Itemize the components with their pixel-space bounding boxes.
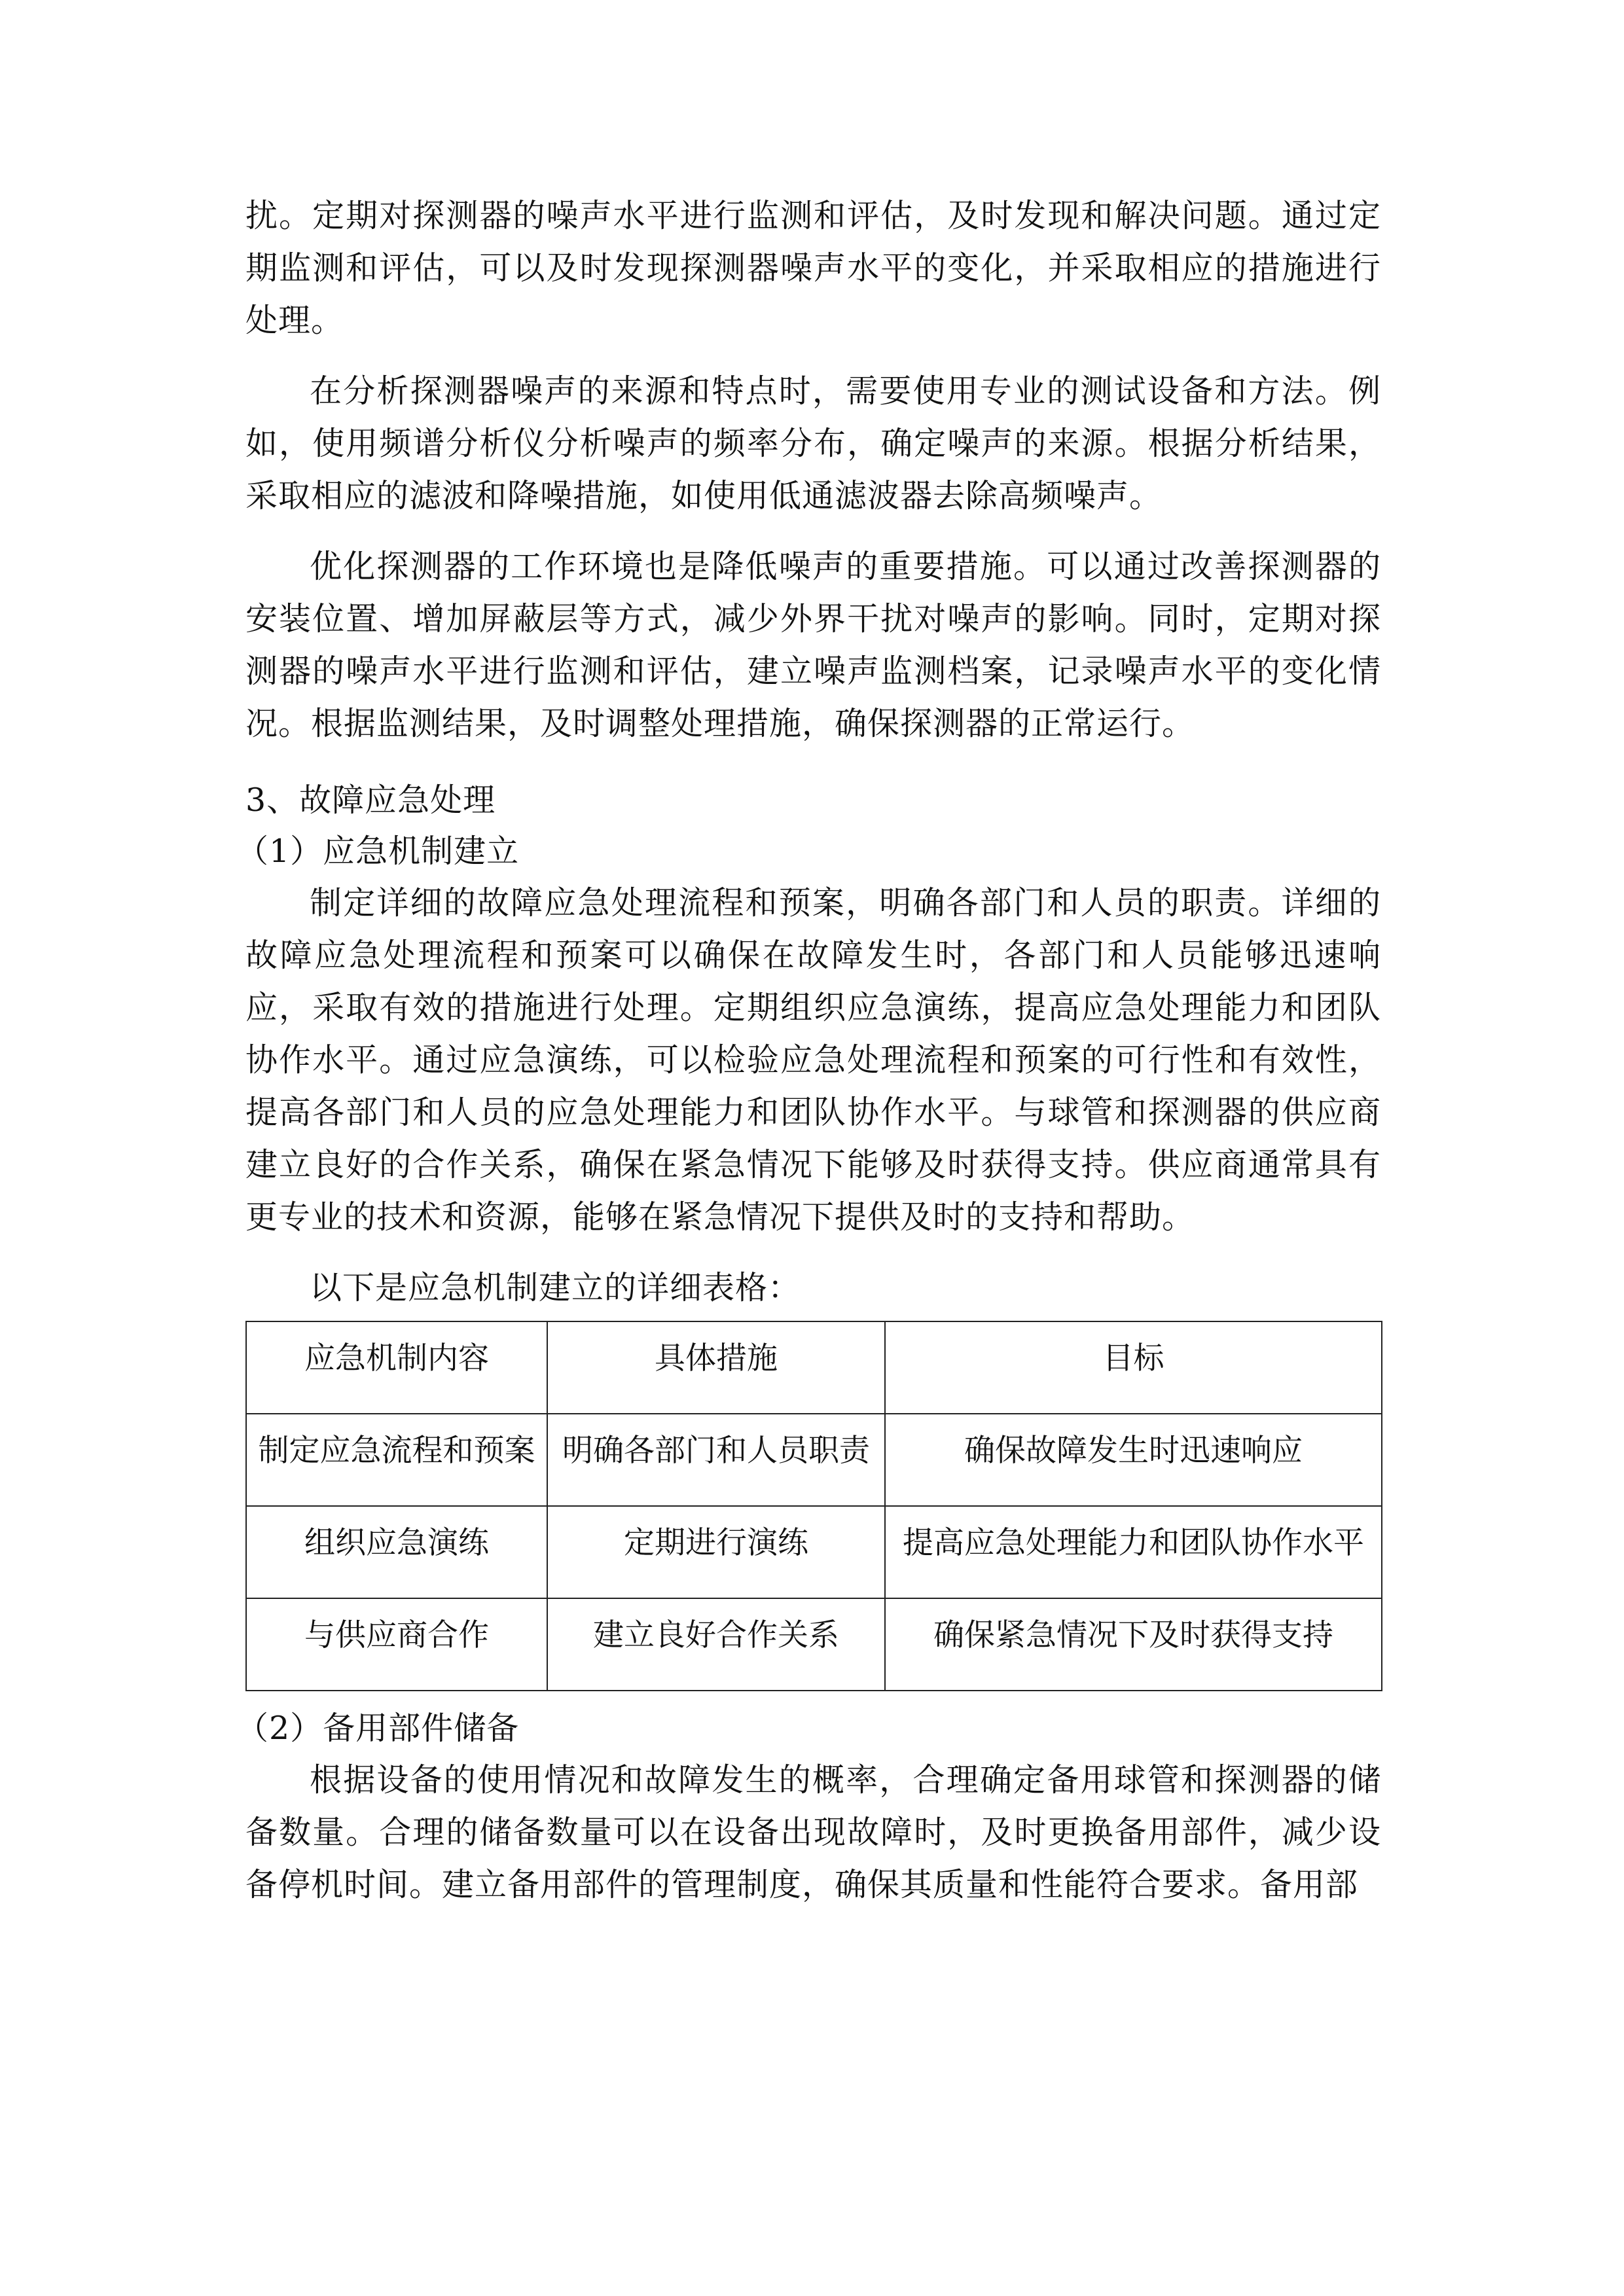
table-cell: 明确各部门和人员职责 — [547, 1414, 885, 1506]
table-cell: 定期进行演练 — [547, 1506, 885, 1598]
table-header-cell: 目标 — [885, 1321, 1382, 1414]
table-header-cell: 应急机制内容 — [246, 1321, 547, 1414]
table-cell: 制定应急流程和预案 — [246, 1414, 547, 1506]
table-cell: 建立良好合作关系 — [547, 1598, 885, 1691]
subsection-heading-spare-parts: （2）备用部件储备 — [236, 1710, 520, 1747]
table-header-row — [246, 1321, 1382, 1414]
table-cell: 确保紧急情况下及时获得支持 — [885, 1598, 1382, 1691]
section-heading-fault-emergency: 3、故障应急处理 — [245, 781, 496, 819]
table-cell: 确保故障发生时迅速响应 — [885, 1414, 1382, 1506]
table-cell: 提高应急处理能力和团队协作水平 — [885, 1506, 1382, 1598]
table-intro-text: 以下是应急机制建立的详细表格： — [310, 1269, 801, 1306]
table-cell: 组织应急演练 — [246, 1506, 547, 1598]
table-cell: 与供应商合作 — [246, 1598, 547, 1691]
paragraph-continuation: 扰。定期对探测器的噪声水平进行监测和评估，及时发现和解决问题。通过定期监测和评估，可以及时发现探测器噪声水平的变化，并采取相应的措施进行处理。 — [245, 197, 1381, 339]
paragraph-emergency-mechanism: 制定详细的故障应急处理流程和预案，明确各部门和人员的职责。详细的故障应急处理流程和预案可以确保在故障发生时，各部门和人员能够迅速响应，采取有效的措施进行处理。定期组织应急演练，提高应急处理能力和团队协作水平。通过应急演练，可以检验应急处理流程和预案的可行性和有效性，提高各部门和人员的应急处理能力和团队协作水平。与球管和探测器的供应商建立良好的合作关系，确保在紧急情况下能够及时获得支持。供应商通常具有更专业的技术和资源，能够在紧急情况下提供及时的支持和帮助。 — [245, 884, 1381, 1236]
paragraph-environment-optimization: 优化探测器的工作环境也是降低噪声的重要措施。可以通过改善探测器的安装位置、增加屏蔽层等方式，减少外界干扰对噪声的影响。同时，定期对探测器的噪声水平进行监测和评估，建立噪声监测档案，记录噪声水平的变化情况。根据监测结果，及时调整处理措施，确保探测器的正常运行。 — [245, 548, 1381, 742]
document-page — [236, 190, 1381, 1929]
table-row — [246, 1598, 1382, 1691]
table-row — [246, 1414, 1382, 1506]
paragraph-spare-parts: 根据设备的使用情况和故障发生的概率，合理确定备用球管和探测器的储备数量。合理的储备数量可以在设备出现故障时，及时更换备用部件，减少设备停机时间。建立备用部件的管理制度，确保其质量和性能符合要求。备用部 — [245, 1761, 1381, 1903]
subsection-heading-emergency-mechanism: （1）应急机制建立 — [236, 833, 520, 870]
emergency-mechanism-table — [245, 1321, 1382, 1691]
paragraph-noise-analysis: 在分析探测器噪声的来源和特点时，需要使用专业的测试设备和方法。例如，使用频谱分析仪分析噪声的频率分布，确定噪声的来源。根据分析结果，采取相应的滤波和降噪措施，如使用低通滤波器去除高频噪声。 — [245, 372, 1381, 514]
table-header-cell: 具体措施 — [547, 1321, 885, 1414]
table-row — [246, 1506, 1382, 1598]
